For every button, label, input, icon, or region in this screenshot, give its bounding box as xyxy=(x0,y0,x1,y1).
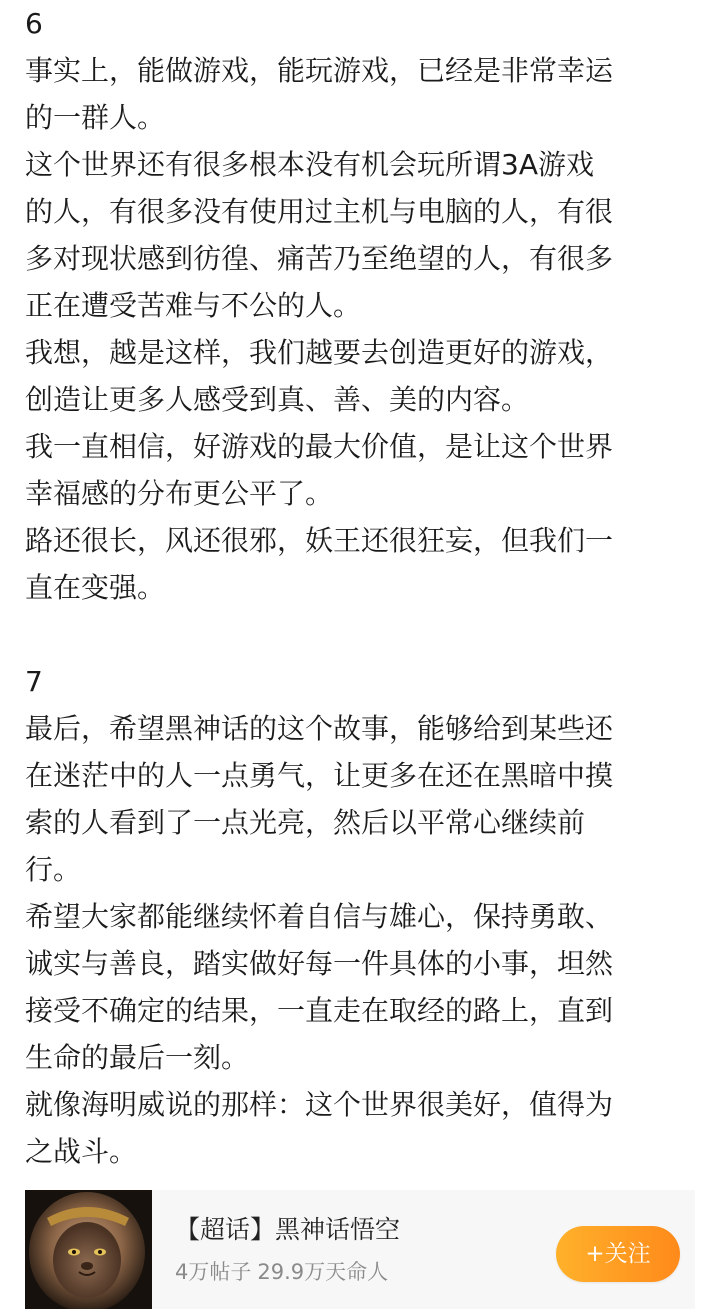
text-line: 就像海明威说的那样：这个世界很美好，值得为 xyxy=(25,1088,614,1121)
text-line: 诚实与善良，踏实做好每一件具体的小事，坦然 xyxy=(25,947,614,980)
text-line: 行。 xyxy=(25,853,82,886)
blank-line xyxy=(25,611,693,658)
section-number: 7 xyxy=(25,665,43,698)
text-line: 正在遭受苦难与不公的人。 xyxy=(25,289,362,322)
text-line: 最后，希望黑神话的这个故事，能够给到某些还 xyxy=(25,712,614,745)
text-line: 这个世界还有很多根本没有机会玩所谓3A游戏 xyxy=(25,148,594,181)
section-number: 6 xyxy=(25,7,43,40)
text-line: 接受不确定的结果，一直走在取经的路上，直到 xyxy=(25,994,614,1027)
post-body xyxy=(25,0,693,1175)
text-line: 之战斗。 xyxy=(25,1135,138,1168)
text-line: 事实上，能做游戏，能玩游戏，已经是非常幸运 xyxy=(25,54,614,87)
text-line: 的一群人。 xyxy=(25,101,166,134)
text-line: 多对现状感到彷徨、痛苦乃至绝望的人，有很多 xyxy=(25,242,614,275)
wukong-portrait-icon xyxy=(25,1190,152,1309)
follow-button[interactable]: +关注 xyxy=(556,1226,680,1282)
text-line: 创造让更多人感受到真、善、美的内容。 xyxy=(25,383,530,416)
text-line: 我想，越是这样，我们越要去创造更好的游戏， xyxy=(25,336,614,369)
topic-stats xyxy=(175,1258,394,1286)
text-line: 直在变强。 xyxy=(25,571,166,604)
text-line: 我一直相信，好游戏的最大价值，是让这个世界 xyxy=(25,430,614,463)
topic-card[interactable] xyxy=(25,1190,695,1309)
text-line: 路还很长，风还很邪，妖王还很狂妄，但我们一 xyxy=(25,524,614,557)
follower-count: 29.9万天命人 xyxy=(257,1260,389,1284)
post-count: 4万帖子 xyxy=(175,1260,252,1284)
text-line: 生命的最后一刻。 xyxy=(25,1041,250,1074)
text-line: 幸福感的分布更公平了。 xyxy=(25,477,334,510)
text-line: 希望大家都能继续怀着自信与雄心，保持勇敢、 xyxy=(25,900,614,933)
text-line: 在迷茫中的人一点勇气，让更多在还在黑暗中摸 xyxy=(25,759,614,792)
text-line: 的人，有很多没有使用过主机与电脑的人，有很 xyxy=(25,195,614,228)
text-line: 索的人看到了一点光亮，然后以平常心继续前 xyxy=(25,806,586,839)
topic-title[interactable]: 【超话】黑神话悟空 xyxy=(175,1215,401,1244)
